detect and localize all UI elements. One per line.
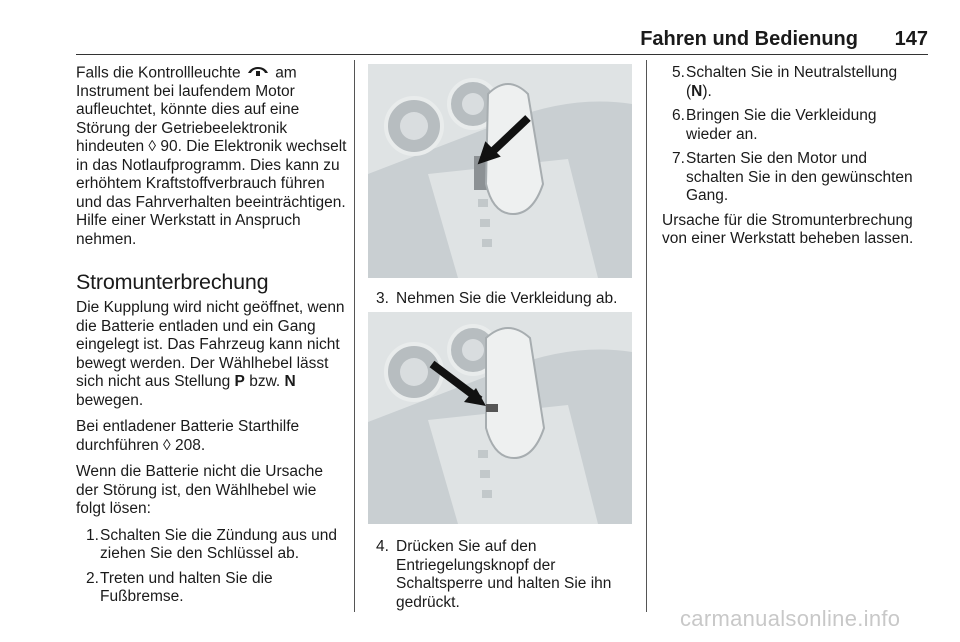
heading-stromunterbrechung: Stromunterbrechung	[76, 270, 269, 295]
page-ref-icon: ◊	[148, 138, 157, 156]
section-title: Fahren und Bedienung	[640, 28, 858, 50]
figure-cover-removal	[368, 64, 632, 278]
list-item: 1. Schalten Sie die Zündung aus und ziehen Sie den Schlüssel ab.	[86, 526, 337, 563]
list-item: 7. Starten Sie den Motor und schalten Sie in den gewünschten Gang.	[672, 150, 913, 204]
paragraph-warning-light: Falls die Kontrollleuchte am Instrument bei laufendem Motor aufleuchtet, könnte dies auf eine Störung der Getriebeelektronik hindeuten ◊ 90. Die Elektronik wechselt in das Notlaufprogramm. Dies kann zu erhöhtem Kraftstoffverbrauch führen und das Fahrverhalten beeinträchtigen. Hilfe einer Werkstatt in Anspruch nehmen.	[76, 64, 347, 248]
figure-release-button	[368, 312, 632, 524]
caption-step-3: 3. Nehmen Sie die Verkleidung ab.	[376, 290, 618, 307]
list-item: 2. Treten und halten Sie die Fußbremse.	[86, 569, 273, 606]
page-ref: 208	[175, 436, 201, 454]
paragraph-release: Wenn die Batterie nicht die Ursache der Störung ist, den Wählhebel wie folgt lösen:	[76, 463, 323, 518]
page-ref-icon: ◊	[163, 436, 171, 454]
caption-step-4: 4. Drücken Sie auf den Entriegelungsknopf der Schaltsperre und halten Sie ihn gedrückt.	[376, 538, 612, 611]
page-header	[76, 28, 928, 50]
page-ref: 90	[160, 138, 178, 156]
list-item: 6. Bringen Sie die Verkleidung wieder an.	[672, 107, 877, 143]
paragraph-clutch: Die Kupplung wird nicht geöffnet, wenn die Batterie entladen und ein Gang eingelegt ist. Das Fahrzeug kann nicht bewegt werden. Der Wählhebel lässt sich nicht aus Stellung P bzw. N bewegen.	[76, 299, 345, 409]
watermark: carmanualsonline.info	[680, 606, 901, 631]
page-number: 147	[894, 28, 928, 50]
transmission-warning-icon	[247, 64, 269, 83]
paragraph-closing: Ursache für die Stromunterbrechung von einer Werkstatt beheben lassen.	[662, 211, 914, 247]
column-right	[662, 64, 926, 257]
header-rule	[76, 54, 928, 55]
step-list-3	[662, 64, 926, 206]
column-left	[76, 64, 348, 613]
step-list-1	[76, 527, 348, 607]
list-item: 5. Schalten Sie in Neutralstellung (N).	[672, 64, 898, 100]
column-divider-right	[646, 60, 647, 612]
column-divider-left	[354, 60, 355, 612]
paragraph-jumpstart: Bei entladener Batterie Starthilfe durchführen ◊ 208.	[76, 418, 300, 454]
